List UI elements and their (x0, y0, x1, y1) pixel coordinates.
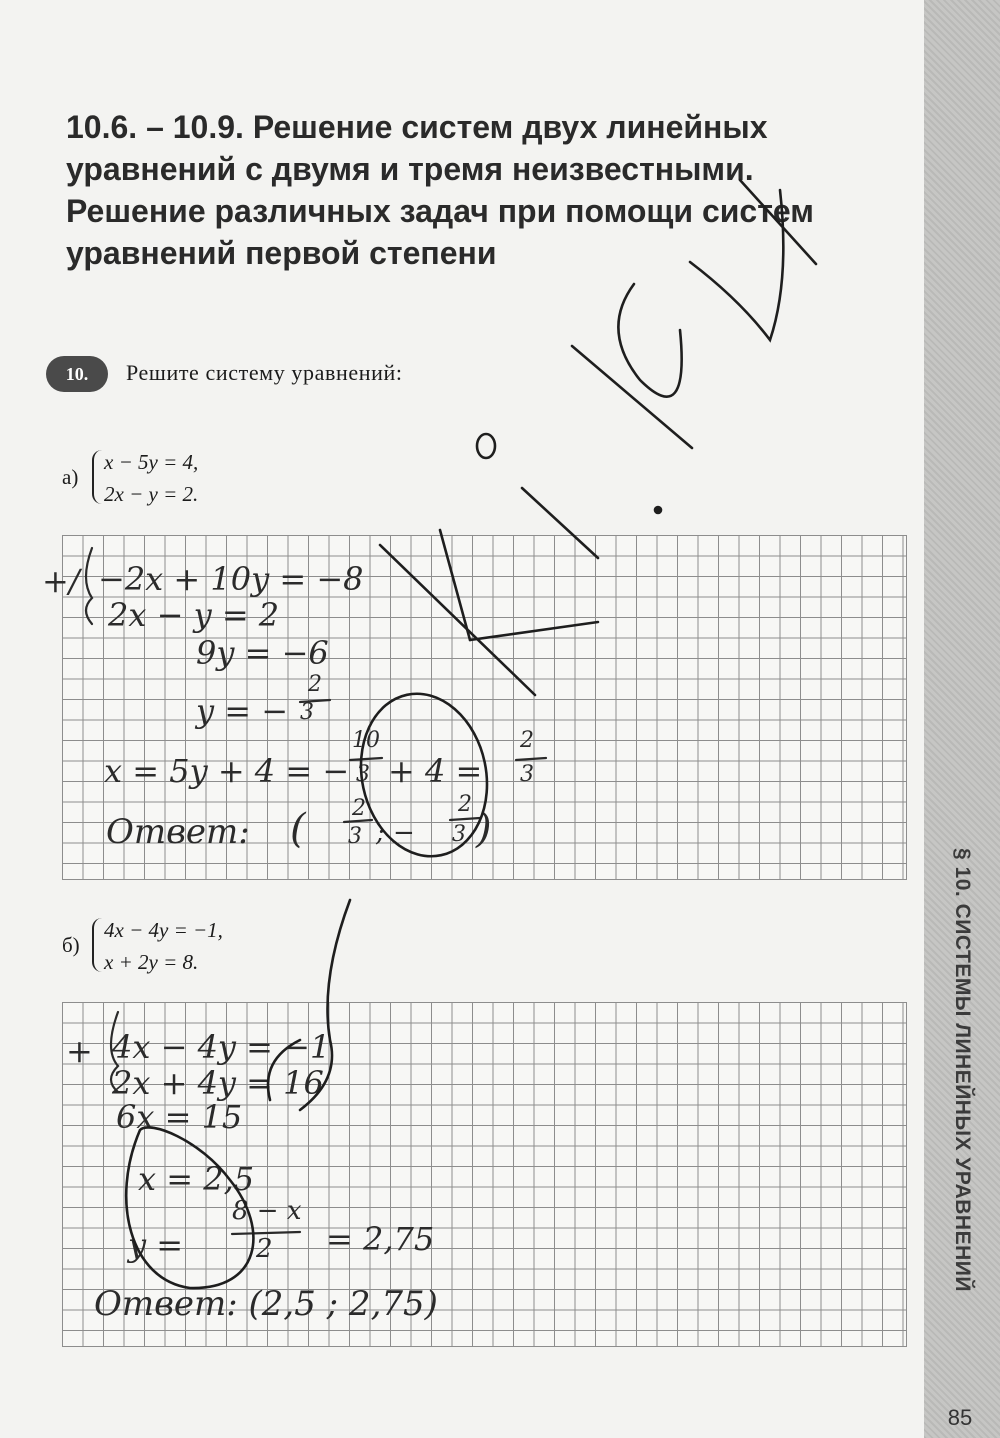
answer-separator: ; − (376, 818, 415, 848)
chapter-side-label: § 10. СИСТЕМЫ ЛИНЕЙНЫХ УРАВНЕНИЙ (951, 848, 974, 1292)
page-number: 85 (947, 1405, 973, 1430)
handwritten-op-a: +/ (42, 562, 80, 600)
handwritten-line: x = 5y + 4 = − (104, 752, 350, 790)
handwritten-line: −2x + 10y = −8 (98, 560, 364, 598)
answer-label: Ответ: (106, 812, 250, 852)
part-a-label: а) (62, 465, 79, 489)
fraction-numerator: 2 (352, 796, 366, 821)
system-brace (92, 450, 104, 504)
handwritten-line: + 4 = (388, 752, 483, 790)
task-instruction: Решите систему уравнений: (126, 360, 403, 385)
fraction-numerator: 2 (308, 672, 322, 697)
pen-scribble (477, 434, 495, 458)
answer-bracket: ) (476, 806, 492, 852)
pen-dot (655, 507, 661, 513)
handwritten-line: y = (128, 1226, 184, 1264)
handwritten-op-b: + (66, 1032, 93, 1070)
section-title-line: 10.6. – 10.9. Решение систем двух линейных (66, 109, 768, 145)
system-brace (92, 918, 104, 972)
pen-scribble (618, 284, 681, 397)
fraction-numerator: 8 − x (232, 1196, 302, 1226)
fraction-denominator: 3 (348, 824, 362, 849)
system-a-equation-2: 2x − y = 2. (104, 482, 199, 506)
handwritten-line: 9y = −6 (196, 634, 329, 672)
section-title-line: уравнений первой степени (66, 235, 497, 271)
pen-scribble (572, 346, 692, 448)
handwritten-line: x = 2,5 (138, 1160, 255, 1198)
handwritten-line: = 2,75 (326, 1220, 435, 1258)
fraction-denominator: 3 (520, 762, 534, 787)
system-b (62, 918, 322, 978)
fraction-numerator: 10 (352, 728, 380, 753)
handwritten-line: 6x = 15 (116, 1098, 243, 1136)
system-a (62, 450, 322, 510)
handwritten-line: 2x + 4y = 16 (112, 1064, 324, 1102)
handwritten-line: 4x − 4y = −1 (112, 1028, 331, 1066)
system-a-equation-1: x − 5y = 4, (104, 450, 199, 474)
fraction-numerator: 2 (458, 792, 472, 817)
handwritten-line: 2x − y = 2 (108, 596, 280, 634)
part-b-label: б) (62, 933, 80, 957)
fraction-denominator: 2 (256, 1234, 273, 1264)
system-b-equation-1: 4x − 4y = −1, (104, 918, 223, 942)
section-title (66, 106, 916, 274)
answer-text: Ответ: (2,5 ; 2,75) (94, 1284, 438, 1324)
task-number-badge: 10. (46, 356, 108, 392)
fraction-denominator: 3 (356, 762, 370, 787)
section-title-line: уравнений с двумя и тремя неизвестными. (66, 151, 754, 187)
handwritten-line: y = − (196, 692, 289, 730)
system-b-equation-2: x + 2y = 8. (104, 950, 199, 974)
fraction-denominator: 3 (300, 700, 314, 725)
answer-bracket: ( (290, 806, 306, 852)
fraction-numerator: 2 (520, 728, 534, 753)
section-title-line: Решение различных задач при помощи систем (66, 193, 814, 229)
fraction-denominator: 3 (452, 822, 466, 847)
